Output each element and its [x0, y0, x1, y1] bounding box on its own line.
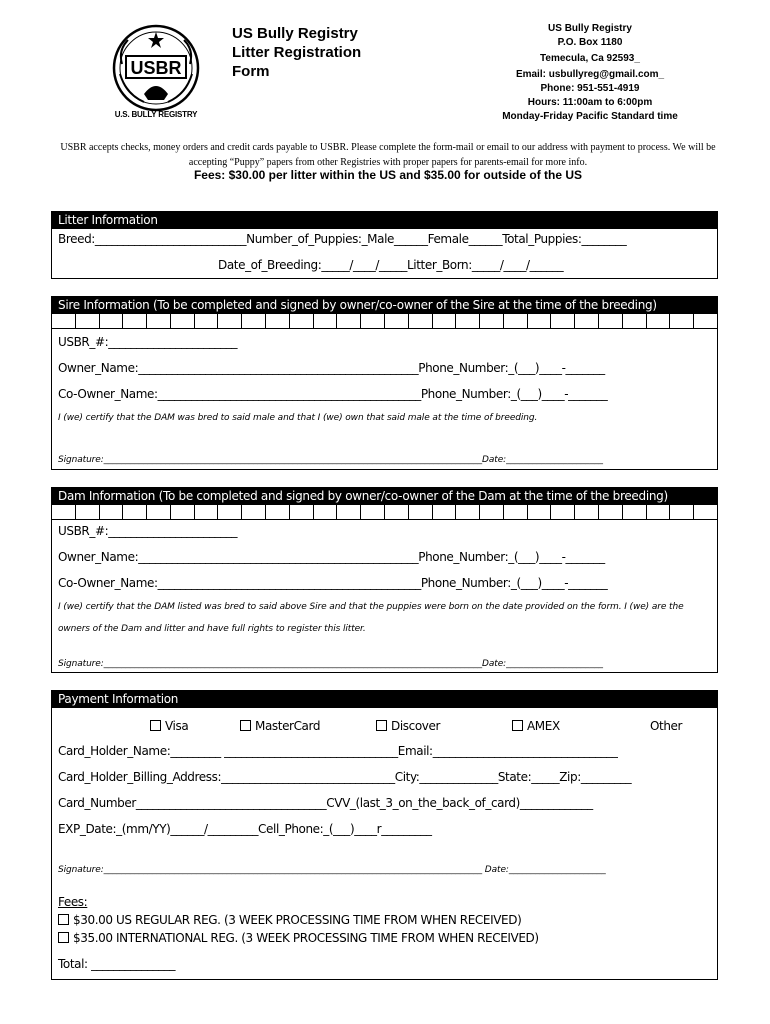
checkbox[interactable] [58, 914, 69, 925]
dam-section [51, 487, 718, 673]
usbr-logo [110, 24, 202, 124]
section-title: Payment Information [52, 691, 717, 708]
dam-certify-text: owners of the Dam and litter and have full rights to register this litter. [58, 624, 366, 634]
section-title: Litter Information [52, 212, 717, 229]
dam-owner-field[interactable]: Owner_Name:__________________________________________________Phone_Number:_(___)____-_______ [58, 550, 605, 564]
payment-signature-field[interactable]: Signature:______________________________________________________________________________________ Date:______________________ [58, 865, 606, 875]
contact-block [480, 22, 700, 124]
option-visa[interactable]: Visa [150, 719, 188, 733]
title-line: US Bully Registry [232, 25, 358, 42]
contact-hours: Hours: 11:00am to 6:00pm [527, 97, 653, 108]
litter-date-row[interactable]: Date_of_Breeding:_____/____/_____Litter_Born:_____/____/______ [218, 258, 564, 272]
card-holder-field[interactable]: Card_Holder_Name:_________ _______________________________Email:_________________________________ [58, 744, 618, 758]
contact-org: US Bully Registry [548, 23, 632, 34]
fee-us-option[interactable]: $30.00 US REGULAR REG. (3 WEEK PROCESSING TIME FROM WHEN RECEIVED) [58, 913, 521, 927]
dam-usbr-field[interactable]: USBR_#:_______________________ [58, 524, 238, 538]
billing-address-field[interactable]: Card_Holder_Billing_Address:_______________________________City:______________State:_____Zip:_________ [58, 770, 632, 784]
sire-section [51, 296, 718, 470]
sire-certify-text: I (we) certify that the DAM was bred to said male and that I (we) own that said male at the time of breeding. [58, 413, 538, 423]
logo-caption: U.S. BULLY REGISTRY [114, 110, 198, 119]
card-number-field[interactable]: Card_Number__________________________________CVV_(last_3_on_the_back_of_card)_____________ [58, 796, 593, 810]
fees-label: Fees: [58, 895, 88, 909]
svg-text:USBR: USBR [130, 58, 182, 78]
checkbox[interactable] [376, 720, 387, 731]
dam-certify-text: I (we) certify that the DAM listed was bred to said above Sire and that the puppies were born on the date provided on the form. I (we) are the [58, 602, 684, 612]
usbr-number-boxes[interactable] [52, 314, 717, 329]
litter-section [51, 211, 718, 279]
option-other[interactable]: Other [650, 719, 683, 733]
fee-intl-option[interactable]: $35.00 INTERNATIONAL REG. (3 WEEK PROCESSING TIME FROM WHEN RECEIVED) [58, 931, 539, 945]
payment-section [51, 690, 718, 980]
contact-phone: Phone: 951-551-4919 [540, 83, 640, 94]
sire-owner-field[interactable]: Owner_Name:__________________________________________________Phone_Number:_(___)____-_______ [58, 361, 605, 375]
checkbox[interactable] [240, 720, 251, 731]
checkbox[interactable] [150, 720, 161, 731]
dam-coowner-field[interactable]: Co-Owner_Name:_______________________________________________Phone_Number:_(___)____-_______ [58, 576, 608, 590]
option-amex[interactable]: AMEX [512, 719, 560, 733]
section-title: Dam Information (To be completed and signed by owner/co-owner of the Dam at the time of the breeding) [52, 488, 717, 505]
contact-email[interactable]: Email: usbullyreg@gmail.com_ [515, 69, 665, 80]
option-discover[interactable]: Discover [376, 719, 440, 733]
title-line: Litter Registration [232, 44, 362, 61]
litter-breed-row[interactable]: Breed:___________________________Number_of_Puppies:_Male______Female______Total_Puppies:________ [58, 232, 627, 246]
total-field[interactable]: Total: _______________ [58, 957, 176, 971]
sire-signature-field[interactable]: Signature:______________________________________________________________________________________Date:______________________ [58, 455, 603, 465]
usbr-number-boxes[interactable] [52, 505, 717, 520]
checkbox[interactable] [512, 720, 523, 731]
dam-signature-field[interactable]: Signature:______________________________________________________________________________________Date:______________________ [58, 659, 603, 669]
intro-text: USBR accepts checks, money orders and credit cards payable to USBR. Please complete the form-mail or email to our address with payment to process. We will be accepting “Puppy” papers from other Registries with proper papers for parents-email for more info. [60, 142, 716, 168]
exp-date-field[interactable]: EXP_Date:_(mm/YY)______/_________Cell_Phone:_(___)____r_________ [58, 822, 432, 836]
form-title [232, 24, 361, 81]
section-title: Sire Information (To be completed and signed by owner/co-owner of the Sire at the time of the breeding) [52, 297, 717, 314]
sire-coowner-field[interactable]: Co-Owner_Name:_______________________________________________Phone_Number:_(___)____-_______ [58, 387, 608, 401]
contact-city: Temecula, Ca 92593_ [540, 53, 640, 64]
sire-usbr-field[interactable]: USBR_#:_______________________ [58, 335, 238, 349]
contact-pobox: P.O. Box 1180 [557, 37, 623, 48]
checkbox[interactable] [58, 932, 69, 943]
option-mastercard[interactable]: MasterCard [240, 719, 320, 733]
fees-headline: Fees: $30.00 per litter within the US and $35.00 for outside of the US [193, 168, 583, 182]
title-line: Form [232, 63, 270, 80]
contact-days: Monday-Friday Pacific Standard time [502, 111, 678, 122]
